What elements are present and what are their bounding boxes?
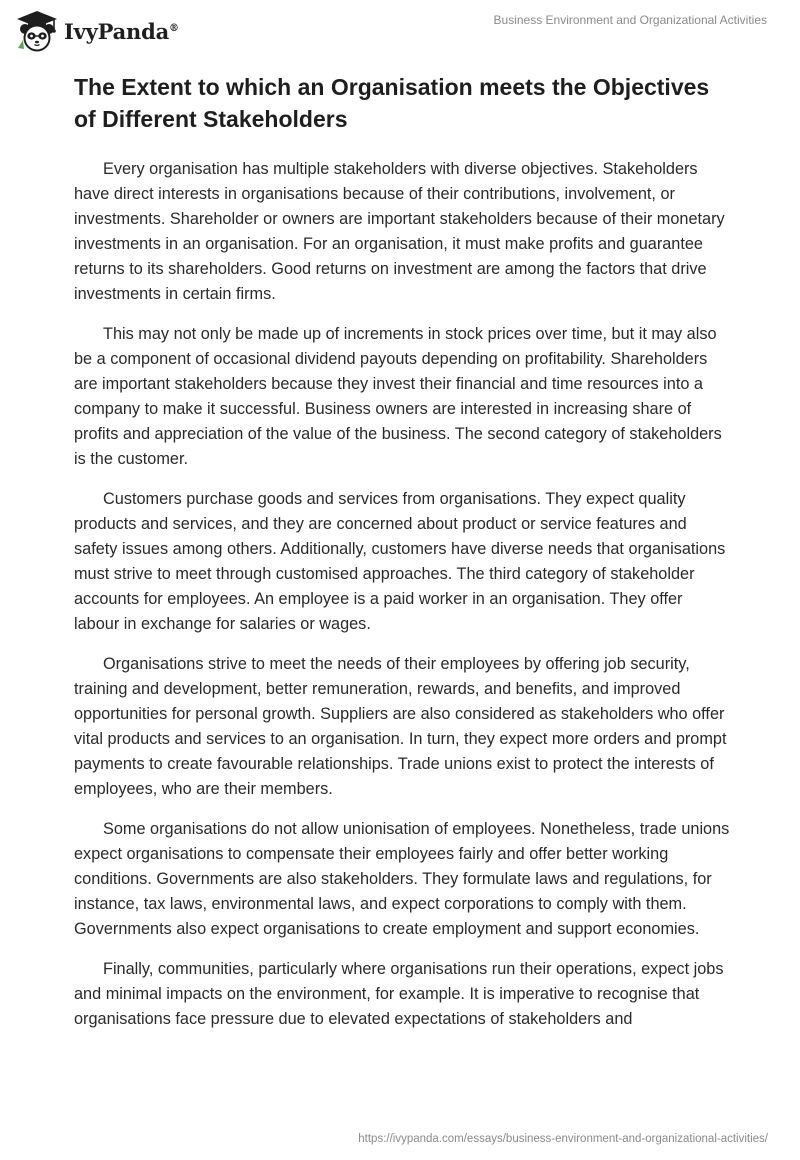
paragraph-5: Some organisations do not allow unionisation of employees. Nonetheless, trade unions expect organisations to compensate their employees fairly and offer better working conditions. Governments are also stakeholders. They formulate laws and regulations, for instance, tax laws, environmental laws, and expect corporations to comply with them. Governments also expect organisations to create employment and support economies. [74,820,730,938]
page-header [0,0,800,60]
paragraph-4: Organisations strive to meet the needs of their employees by offering job security, training and development, better remuneration, rewards, and benefits, and improved opportunities for personal growth. Suppliers are also considered as stakeholders who offer vital products and services to an organisation. In turn, they expect more orders and prompt payments to create favourable relationships. Trade unions exist to protect the interests of employees, who are their members. [74,655,727,798]
article-body [74,157,730,1047]
paragraph-6: Finally, communities, particularly where organisations run their operations, expect jobs and minimal impacts on the environment, for example. It is imperative to recognise that organisations face pressure due to elevated expectations of stakeholders and [74,960,724,1028]
logo-text: IvyPanda® [64,18,179,44]
document-header-title: Business Environment and Organizational Activities [493,13,767,27]
registered-mark: ® [169,22,179,34]
paragraph-3: Customers purchase goods and services from organisations. They expect quality products and services, and they are concerned about product or service features and safety issues among others. Additionally, customers have diverse needs that organisations must strive to meet through customised approaches. The third category of stakeholder accounts for employees. An employee is a paid worker in an organisation. They offer labour in exchange for salaries or wages. [74,490,726,633]
paragraph-1: Every organisation has multiple stakeholders with diverse objectives. Stakeholders have direct interests in organisations because of their contributions, involvement, or investments. Shareholder or owners are important stakeholders because of their monetary investments in an organisation. For an organisation, it must make profits and guarantee returns to its shareholders. Good returns on investment are among the factors that drive investments in certain firms. [74,160,725,303]
footer-source-url[interactable]: https://ivypanda.com/essays/business-environment-and-organizational-activities/ [358,1133,768,1145]
paragraph-2: This may not only be made up of increments in stock prices over time, but it may also be a component of occasional dividend payouts depending on profitability. Shareholders are important stakeholders because they invest their financial and time resources into a company to make it successful. Business owners are interested in increasing share of profits and appreciation of the value of the business. The second category of stakeholders is the customer. [74,325,722,468]
panda-graduate-icon [14,8,60,54]
ivypanda-logo[interactable] [14,8,179,54]
article-title: The Extent to which an Organisation meets the Objectives of Different Stakeholders [74,74,710,132]
